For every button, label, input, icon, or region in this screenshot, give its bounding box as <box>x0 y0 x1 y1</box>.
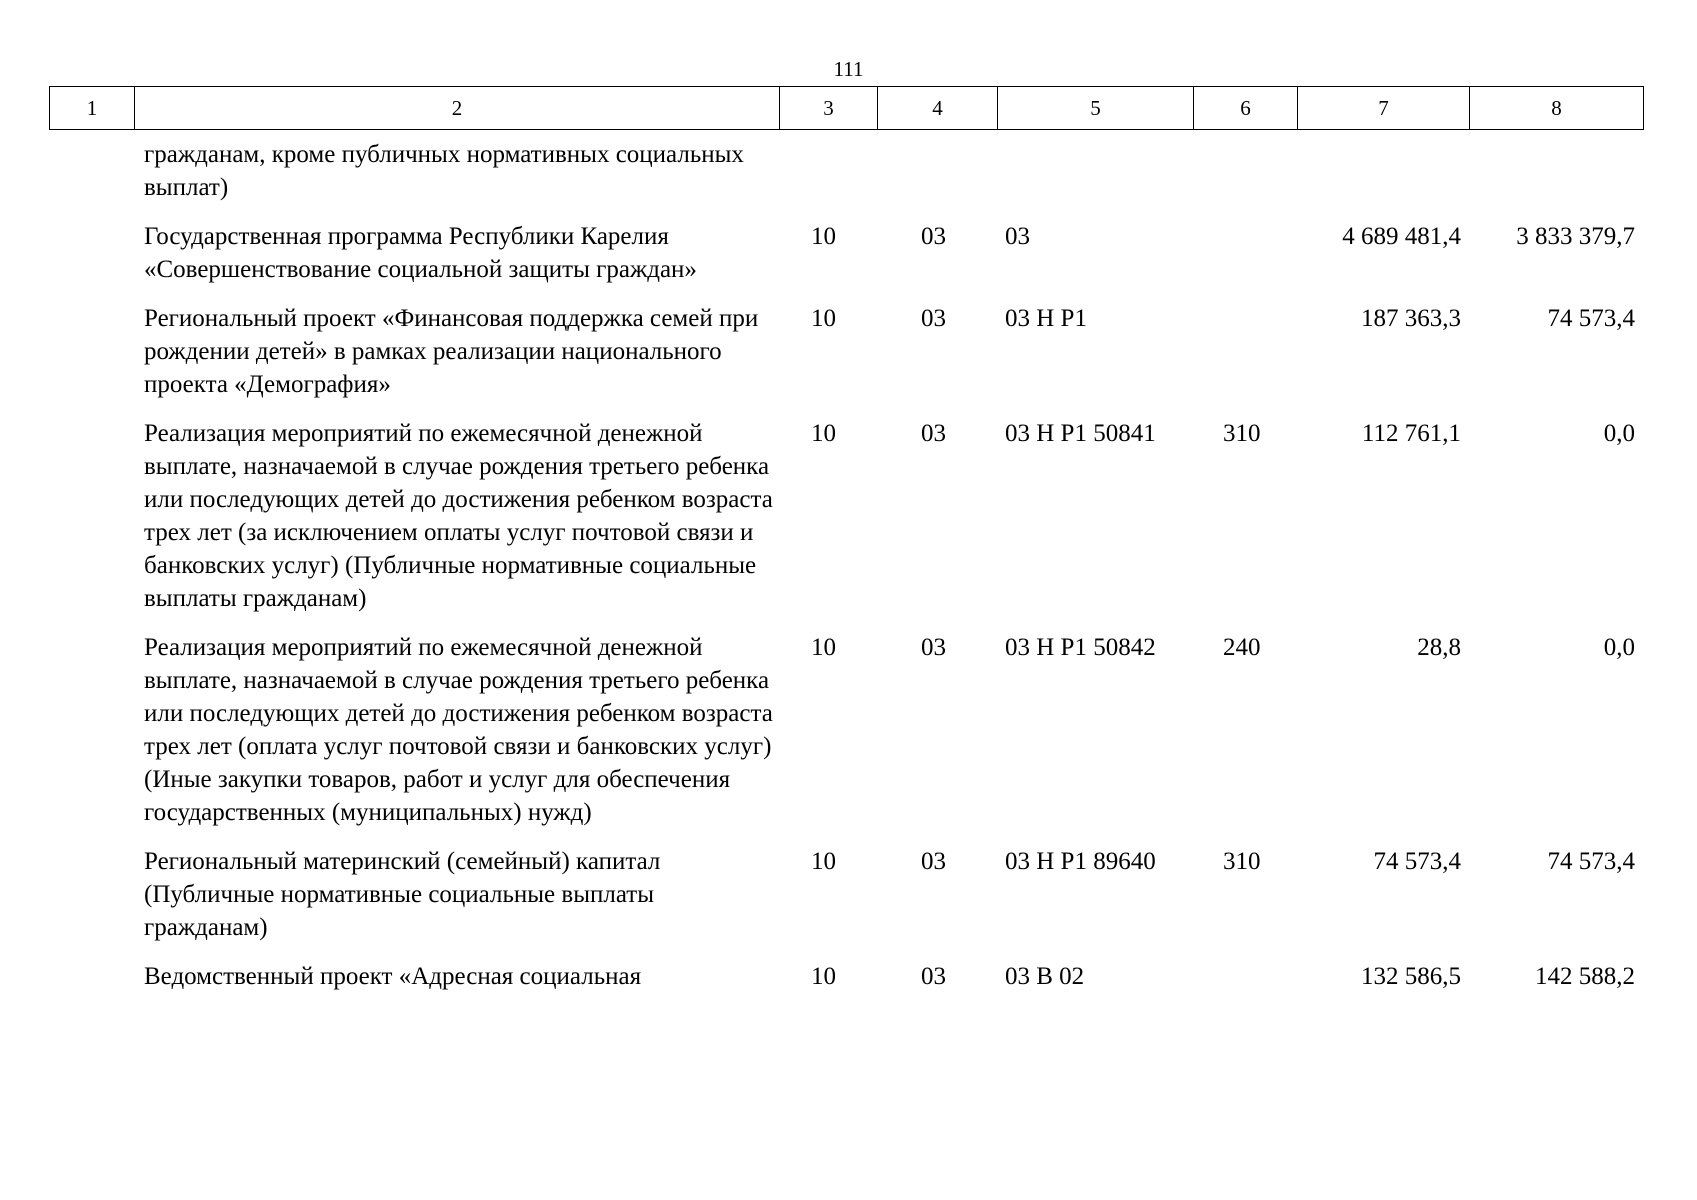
row-name: Реализация мероприятий по ежемесячной денежной выплате, назначаемой в случае рождения третьего ребенка или последующих детей до достижения ребенком возраста трех лет (оплата услуг почтовой связи и банковских услуг) (Иные закупки товаров, работ и услуг для обеспечения государственных (муниципальных) нужд) <box>144 634 773 826</box>
row-target-article: 03 В 02 <box>1005 963 1085 990</box>
row-section: 10 <box>811 305 836 332</box>
column-header-4: 4 <box>878 87 998 130</box>
column-header-8: 8 <box>1470 87 1644 130</box>
row-target-article: 03 Н Р1 89640 <box>1005 848 1156 875</box>
row-name: гражданам, кроме публичных нормативных социальных выплат) <box>144 141 744 201</box>
page-number: 111 <box>833 57 864 81</box>
row-subsection <box>877 138 997 220</box>
row-subsection: 03 <box>921 963 946 990</box>
row-name: Региональный материнский (семейный) капитал (Публичные нормативные социальные выплаты гражданам) <box>144 848 661 941</box>
table-row <box>49 138 1643 220</box>
row-subsection: 03 <box>921 305 946 332</box>
row-amount-year1: 187 363,3 <box>1361 305 1461 332</box>
row-amount-year1: 4 689 481,4 <box>1342 223 1461 250</box>
row-amount-year1: 132 586,5 <box>1361 963 1461 990</box>
row-section: 10 <box>811 848 836 875</box>
row-name: Реализация мероприятий по ежемесячной денежной выплате, назначаемой в случае рождения третьего ребенка или последующих детей до достижения ребенком возраста трех лет (за исключением оплаты услуг почтовой связи и банковских услуг) (Публичные нормативные социальные выплаты гражданам) <box>144 420 773 612</box>
row-target-article: 03 <box>1005 223 1030 250</box>
row-expense-type: 310 <box>1223 420 1261 447</box>
row-amount-year2: 0,0 <box>1603 420 1635 447</box>
row-amount-year1: 112 761,1 <box>1361 420 1461 447</box>
table-row <box>49 845 1643 960</box>
row-target-article <box>997 138 1193 220</box>
column-header-7: 7 <box>1298 87 1470 130</box>
table-row <box>49 960 1643 1009</box>
table-row <box>49 220 1643 302</box>
row-section: 10 <box>811 963 836 990</box>
row-name: Ведомственный проект «Адресная социальная <box>144 963 642 990</box>
row-amount-year2: 3 833 379,7 <box>1516 223 1635 250</box>
row-expense-type <box>1193 302 1297 417</box>
row-expense-type: 240 <box>1223 634 1261 661</box>
row-expense-type <box>1193 960 1297 1009</box>
row-target-article: 03 Н Р1 50842 <box>1005 634 1156 661</box>
budget-table-body <box>49 138 1643 1009</box>
row-name: Государственная программа Республики Карелия «Совершенствование социальной защиты граждан» <box>144 223 697 283</box>
row-subsection: 03 <box>921 223 946 250</box>
row-target-article: 03 Н Р1 <box>1005 305 1087 332</box>
table-row <box>49 631 1643 845</box>
column-header-2: 2 <box>135 87 780 130</box>
row-amount-year2: 74 573,4 <box>1547 848 1635 875</box>
row-amount-year1: 74 573,4 <box>1373 848 1461 875</box>
column-header-6: 6 <box>1194 87 1298 130</box>
row-amount-year1 <box>1297 138 1469 220</box>
row-subsection: 03 <box>921 848 946 875</box>
column-header-1: 1 <box>50 87 135 130</box>
row-expense-type <box>1193 138 1297 220</box>
row-section <box>779 138 877 220</box>
row-name: Региональный проект «Финансовая поддержка семей при рождении детей» в рамках реализации национального проекта «Демография» <box>144 305 759 398</box>
row-subsection: 03 <box>921 634 946 661</box>
row-subsection: 03 <box>921 420 946 447</box>
table-row <box>49 302 1643 417</box>
row-section: 10 <box>811 420 836 447</box>
row-amount-year2: 74 573,4 <box>1547 305 1635 332</box>
row-expense-type: 310 <box>1223 848 1261 875</box>
column-header-5: 5 <box>998 87 1194 130</box>
column-header-row <box>50 87 1644 130</box>
row-amount-year2: 0,0 <box>1603 634 1635 661</box>
row-section: 10 <box>811 634 836 661</box>
row-amount-year2 <box>1469 138 1643 220</box>
column-header-3: 3 <box>780 87 878 130</box>
row-target-article: 03 Н Р1 50841 <box>1005 420 1156 447</box>
row-amount-year2: 142 588,2 <box>1535 963 1635 990</box>
row-expense-type <box>1193 220 1297 302</box>
row-amount-year1: 28,8 <box>1417 634 1461 661</box>
row-section: 10 <box>811 223 836 250</box>
column-header-table <box>49 86 1644 130</box>
table-row <box>49 417 1643 631</box>
